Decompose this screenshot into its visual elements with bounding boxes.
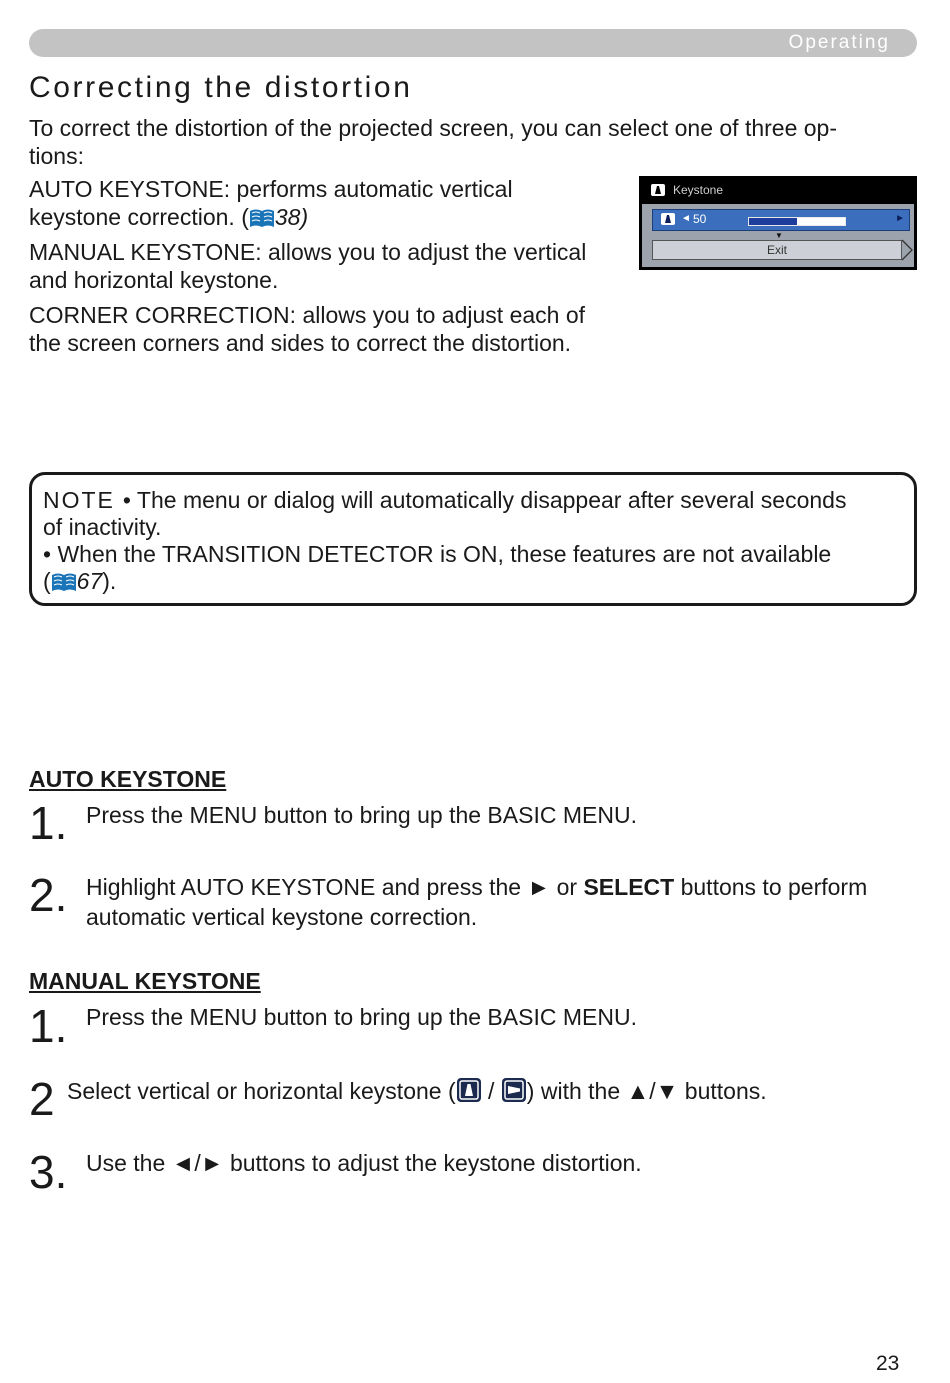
note-line-2: of inactivity. <box>43 514 162 540</box>
decrease-arrow-icon[interactable]: ◄ <box>681 213 691 224</box>
vertical-keystone-icon <box>661 213 675 225</box>
manual-keystone-desc-1: MANUAL KEYSTONE: allows you to adjust the vertical <box>29 239 587 265</box>
exit-button[interactable] <box>652 240 902 260</box>
manual-step-1-number: 1. <box>29 1000 68 1052</box>
manual-keystone-heading: MANUAL KEYSTONE <box>29 968 261 994</box>
book-reference-icon <box>51 572 77 592</box>
intro-line-1: To correct the distortion of the projected screen, you can select one of three op- <box>29 115 838 141</box>
section-label: Operating <box>788 32 890 53</box>
keystone-slider[interactable] <box>748 217 846 226</box>
manual-step-2-text: Select vertical or horizontal keystone ( / ) with the ▲/▼ buttons. <box>67 1078 767 1104</box>
note-line-3: • When the TRANSITION DETECTOR is ON, these features are not available <box>43 541 832 567</box>
keystone-slider-row[interactable] <box>652 209 910 231</box>
keystone-value: 50 <box>693 212 707 226</box>
down-arrow-icon: ▼ <box>775 231 783 240</box>
auto-step-2-text: Highlight AUTO KEYSTONE and press the ► or SELECT buttons to perform automatic vertical keystone correction. <box>86 874 868 930</box>
keystone-dialog <box>639 176 917 270</box>
vertical-keystone-icon <box>456 1077 482 1103</box>
manual-step-3-number: 3. <box>29 1146 68 1198</box>
header-bar <box>29 29 917 57</box>
exit-label: Exit <box>766 243 787 257</box>
keystone-slider-fill <box>749 218 797 225</box>
note-line-1: • The menu or dialog will automatically disappear after several seconds <box>122 487 847 513</box>
auto-step-2-number: 2. <box>29 869 68 921</box>
dialog-title-bar <box>639 176 917 204</box>
auto-step-1-text: Press the MENU button to bring up the BASIC MENU. <box>86 802 637 828</box>
intro-line-2: tions: <box>29 143 84 169</box>
page-number: 23 <box>876 1352 900 1375</box>
book-reference-icon <box>249 208 275 228</box>
horizontal-keystone-icon <box>501 1077 527 1103</box>
manual-keystone-desc-2: and horizontal keystone. <box>29 267 279 293</box>
increase-arrow-icon[interactable]: ► <box>895 213 905 224</box>
dialog-body <box>642 204 914 267</box>
corner-correction-desc-1: CORNER CORRECTION: allows you to adjust each of <box>29 302 586 328</box>
note-box <box>29 472 917 606</box>
corner-correction-desc-2: the screen corners and sides to correct the distortion. <box>29 330 572 356</box>
page-title: Correcting the distortion <box>29 71 413 104</box>
manual-step-1-text: Press the MENU button to bring up the BASIC MENU. <box>86 1004 637 1030</box>
note-label: NOTE <box>43 487 115 513</box>
auto-keystone-desc-1: AUTO KEYSTONE: performs automatic vertical <box>29 176 513 202</box>
manual-step-2-number: 2 <box>29 1073 55 1125</box>
auto-keystone-desc-2: keystone correction. ( 38) <box>29 204 309 230</box>
vertical-keystone-icon <box>651 184 665 196</box>
manual-step-3-text: Use the ◄/► buttons to adjust the keystone distortion. <box>86 1150 642 1176</box>
auto-step-1-number: 1. <box>29 797 68 849</box>
dialog-title: Keystone <box>673 183 724 197</box>
chevron-right-icon <box>901 239 913 261</box>
auto-keystone-heading: AUTO KEYSTONE <box>29 766 227 792</box>
note-text: NOTE • The menu or dialog will automatically disappear after several seconds of inactivity. • When the TRANSITION DETECTOR is ON, these features are not available ( 67). <box>43 487 847 594</box>
